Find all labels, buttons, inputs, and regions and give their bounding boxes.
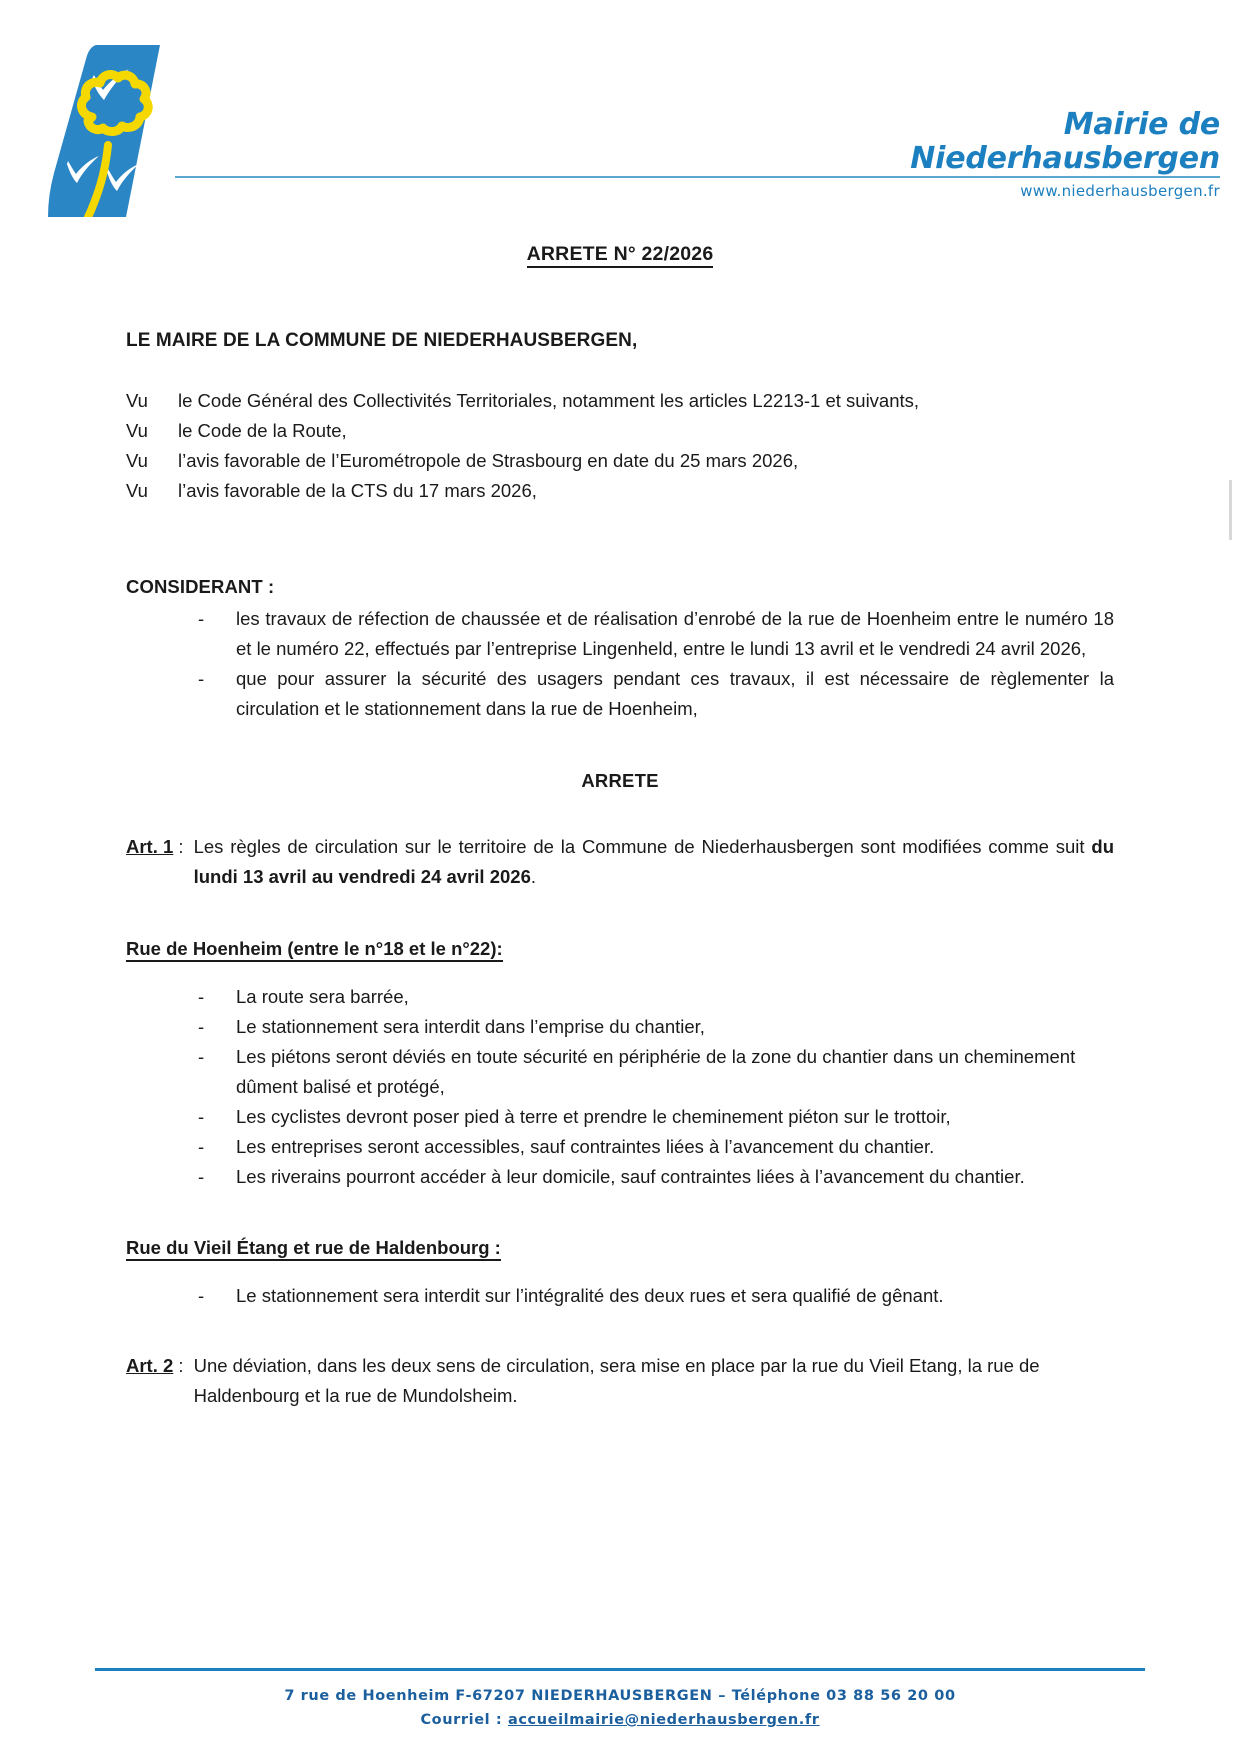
vu-item <box>126 446 1114 476</box>
footer-email-address[interactable]: accueilmairie@niederhausbergen.fr <box>507 1712 820 1729</box>
dash-bullet-icon: - <box>198 1105 205 1127</box>
dash-bullet-icon: - <box>198 1285 205 1307</box>
vu-item <box>126 476 1114 506</box>
article-1-period-bold: du lundi 13 avril au vendredi 24 avril 2026 <box>193 835 1114 887</box>
list-item-text: Le stationnement sera interdit sur l’intégralité des deux rues et sera qualifié de gênant. <box>236 1285 944 1307</box>
article-1-number: Art. 1 <box>126 835 174 857</box>
footer-email-label: Courriel : <box>420 1712 508 1729</box>
article-2 <box>126 1351 1114 1411</box>
list-item <box>198 1012 1114 1042</box>
hoenheim-measures-list <box>126 982 1114 1192</box>
article-1-label <box>126 832 184 862</box>
list-item <box>198 1042 1114 1102</box>
article-2-number: Art. 2 <box>126 1355 174 1377</box>
vu-text: l’avis favorable de l’Eurométropole de Strasbourg en date du 25 mars 2026, <box>178 449 799 471</box>
arrete-keyword: ARRETE <box>581 769 659 791</box>
dash-bullet-icon: - <box>198 1015 205 1037</box>
list-item-text: La route sera barrée, <box>236 985 409 1007</box>
dash-bullet-icon: - <box>198 667 205 689</box>
commune-name: Niederhausbergen <box>910 141 1220 177</box>
footer-email-line <box>95 1709 1145 1733</box>
section-heading-vieil-etang <box>126 1237 1114 1259</box>
mairie-label: Mairie de <box>1063 107 1220 142</box>
section-heading-vieil-etang-text: Rue du Vieil Étang et rue de Haldenbourg : <box>126 1237 501 1261</box>
header-divider <box>175 176 1220 178</box>
dash-bullet-icon: - <box>198 1045 205 1067</box>
vieil-etang-measures-list <box>126 1281 1114 1311</box>
document-body <box>0 215 1240 1411</box>
website-url[interactable]: www.niederhausbergen.fr <box>1020 182 1220 200</box>
dash-bullet-icon: - <box>198 1135 205 1157</box>
list-item-text: Le stationnement sera interdit dans l’emprise du chantier, <box>236 1015 705 1037</box>
considerant-list <box>126 604 1114 724</box>
vu-text: le Code Général des Collectivités Territoriales, notamment les articles L2213-1 et suivants, <box>178 390 920 411</box>
document-footer <box>0 1668 1240 1733</box>
article-1-text <box>194 832 1114 892</box>
article-1 <box>126 832 1114 892</box>
list-item <box>198 982 1114 1012</box>
list-item <box>198 1162 1114 1192</box>
list-item-text: que pour assurer la sécurité des usagers pendant ces travaux, il est nécessaire de règlementer la circulation et le stationnement dans la rue de Hoenheim, <box>236 667 1114 719</box>
article-1-text-before: Les règles de circulation sur le territoire de la Commune de Niederhausbergen sont modifiées comme suit <box>193 835 1092 857</box>
vu-text: l’avis favorable de la CTS du 17 mars 2026, <box>178 479 537 501</box>
list-item-text: Les piétons seront déviés en toute sécurité en périphérie de la zone du chantier dans un cheminement dûment balisé et protégé, <box>236 1045 1076 1097</box>
list-item <box>198 1102 1114 1132</box>
vu-label: Vu <box>126 479 148 501</box>
dash-bullet-icon: - <box>198 1165 205 1187</box>
section-heading-hoenheim <box>126 938 1114 960</box>
vu-list <box>126 386 1114 506</box>
article-2-colon: : <box>173 1355 184 1377</box>
commune-logo <box>48 45 173 217</box>
article-2-text: Une déviation, dans les deux sens de circulation, sera mise en place par la rue du Vieil Etang, la rue de Haldenbourg et la rue de Mundolsheim. <box>193 1355 1040 1407</box>
article-1-text-after: . <box>530 865 537 887</box>
list-item-text: les travaux de réfection de chaussée et de réalisation d’enrobé de la rue de Hoenheim entre le numéro 18 et le numéro 22, effectués par l’entreprise Lingenheld, entre le lundi 13 avril et le vendredi 24 avril 2026, <box>236 607 1114 659</box>
article-2-label <box>126 1351 184 1381</box>
authority-line: LE MAIRE DE LA COMMUNE DE NIEDERHAUSBERGEN, <box>126 330 638 351</box>
scan-edge-artifact <box>1229 480 1232 540</box>
list-item-text: Les cyclistes devront poser pied à terre et prendre le cheminement piéton sur le trottoir, <box>236 1105 951 1127</box>
vu-item <box>126 416 1114 446</box>
list-item <box>198 1281 1114 1311</box>
list-item <box>198 604 1114 664</box>
document-header <box>0 0 1240 215</box>
vu-label: Vu <box>126 449 148 471</box>
list-item <box>198 664 1114 724</box>
considerant-heading: CONSIDERANT : <box>126 575 275 597</box>
page-title <box>126 243 1114 266</box>
list-item <box>198 1132 1114 1162</box>
dash-bullet-icon: - <box>198 607 205 629</box>
list-item-text: Les riverains pourront accéder à leur domicile, sauf contraintes liées à l’avancement du chantier. <box>236 1165 1025 1187</box>
section-heading-hoenheim-text: Rue de Hoenheim (entre le n°18 et le n°22): <box>126 938 503 962</box>
article-1-colon: : <box>173 835 184 857</box>
dash-bullet-icon: - <box>198 985 205 1007</box>
vu-item <box>126 386 1114 416</box>
header-brand-text <box>910 108 1220 176</box>
vu-label: Vu <box>126 390 148 411</box>
vu-text: le Code de la Route, <box>178 419 347 441</box>
vu-label: Vu <box>126 419 148 441</box>
footer-divider <box>95 1668 1145 1671</box>
footer-address: 7 rue de Hoenheim F-67207 NIEDERHAUSBERGEN – Téléphone 03 88 56 20 00 <box>284 1688 956 1705</box>
page-title-text: ARRETE N° 22/2026 <box>527 243 714 268</box>
list-item-text: Les entreprises seront accessibles, sauf contraintes liées à l’avancement du chantier. <box>236 1135 935 1157</box>
